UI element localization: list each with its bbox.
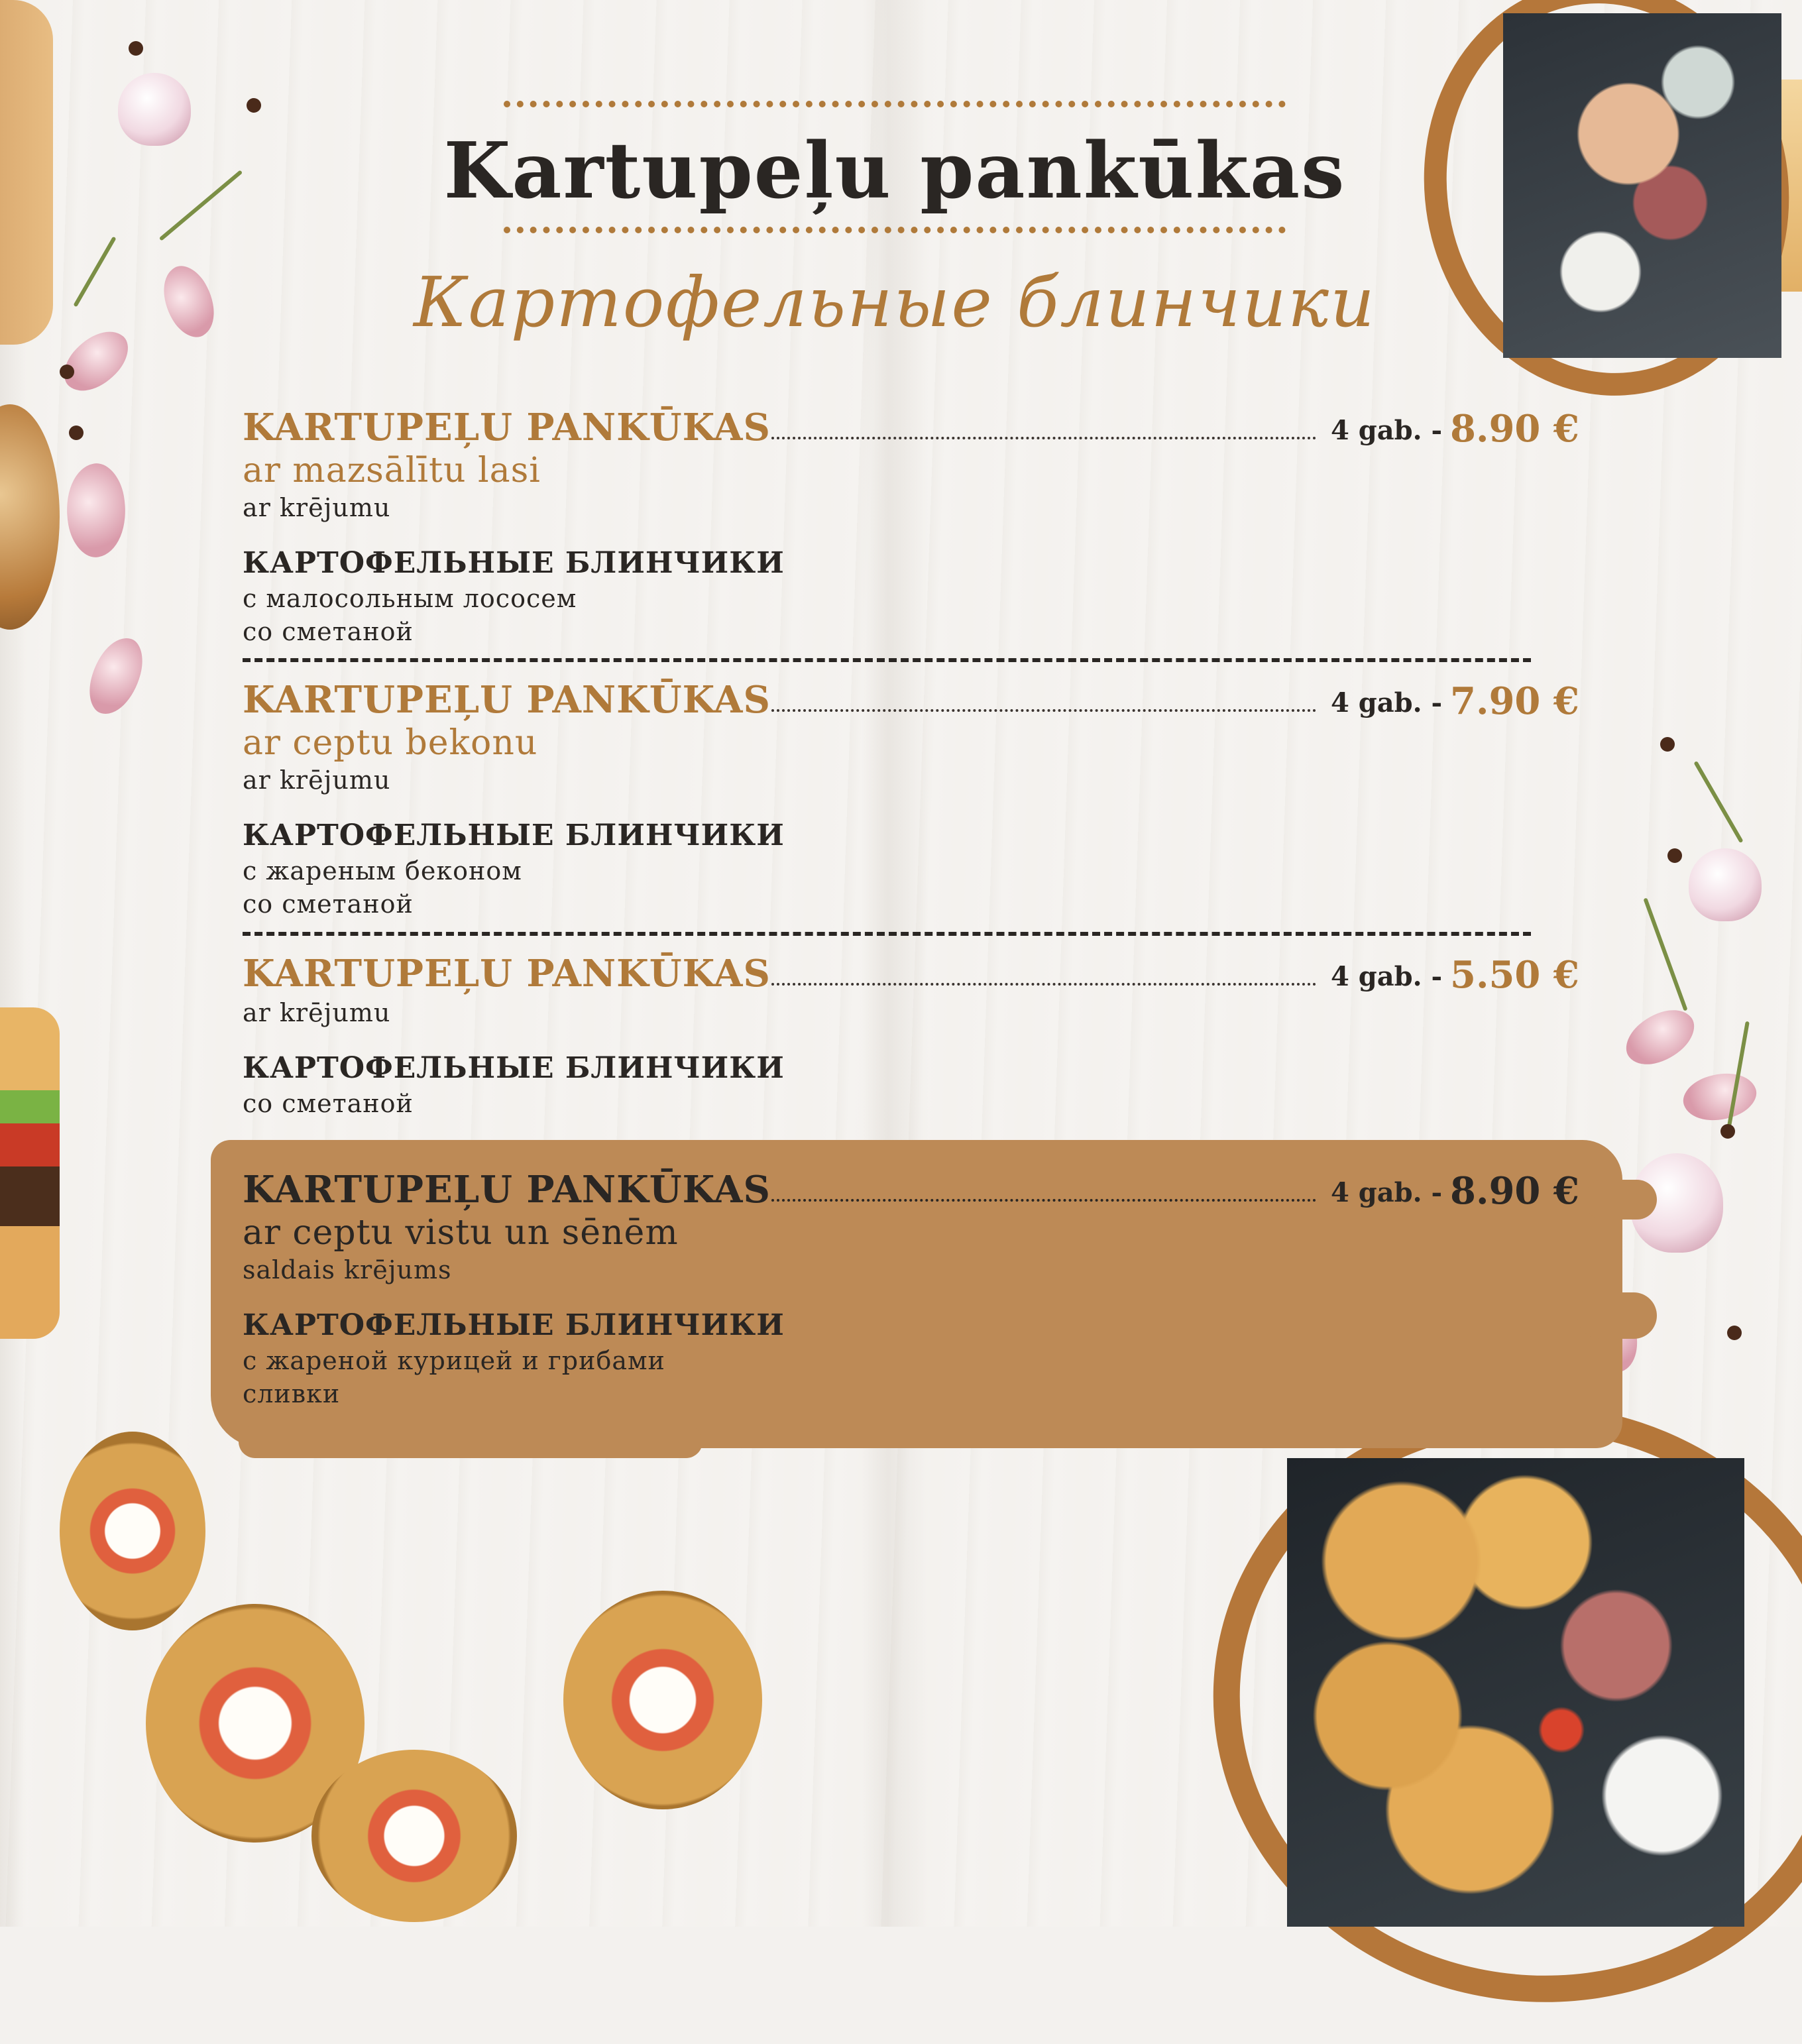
item-name-ru: КАРТОФЕЛЬНЫЕ БЛИНЧИКИ	[243, 546, 785, 580]
item-description-lv: ar ceptu vistu un sēnēm	[243, 1213, 679, 1253]
item-separator	[243, 932, 1531, 936]
garlic-clove-icon	[55, 318, 137, 404]
item-name: KARTUPEĻU PANKŪKAS	[243, 678, 771, 722]
item-name-ru: КАРТОФЕЛЬНЫЕ БЛИНЧИКИ	[243, 1051, 785, 1085]
item-sauce-ru: со сметаной	[243, 889, 414, 919]
peppercorn-icon	[69, 426, 84, 440]
item-sauce-ru: сливки	[243, 1379, 341, 1408]
item-description-ru: с малосольным лососем	[243, 584, 577, 613]
herb-sprig-icon	[1693, 761, 1743, 843]
salmon-plate-photo	[1503, 13, 1781, 358]
menu-item	[243, 406, 1579, 646]
garlic-icon	[118, 73, 191, 146]
item-name: KARTUPEĻU PANKŪKAS	[243, 1168, 771, 1212]
item-sauce-lv: ar krējumu	[243, 493, 391, 522]
item-sauce-ru: со сметаной	[243, 1089, 414, 1118]
dotted-leader	[771, 437, 1316, 439]
header-dotted-rule	[504, 227, 1286, 233]
peppercorn-icon	[1727, 1326, 1742, 1340]
peppercorn-icon	[1660, 737, 1675, 752]
peppercorn-icon	[1720, 1124, 1735, 1139]
potato-pancakes-photo	[1287, 1458, 1744, 1927]
salmon-pancake-photo	[60, 1432, 205, 1630]
item-description-ru: с жареным беконом	[243, 856, 522, 885]
herb-sprig-icon	[1643, 897, 1687, 1011]
highlight-band-edge	[1584, 1180, 1657, 1220]
salmon-pancake-photo	[563, 1591, 762, 1809]
item-sauce-lv: ar krējumu	[243, 766, 391, 795]
burger-decoration	[0, 1007, 60, 1339]
item-price: 7.90 €	[1450, 679, 1579, 723]
highlight-band-edge	[1577, 1292, 1657, 1339]
item-sauce-lv: saldais krējums	[243, 1255, 452, 1284]
peppercorn-icon	[129, 41, 143, 56]
cutting-board-decoration	[0, 0, 53, 345]
item-quantity: 4 gab. -	[1331, 687, 1443, 718]
peppercorn-icon	[60, 365, 74, 379]
item-sauce-lv: ar krējumu	[243, 998, 391, 1027]
dotted-leader	[771, 983, 1316, 986]
item-sauce-ru: со сметаной	[243, 617, 414, 646]
item-quantity: 4 gab. -	[1331, 1177, 1443, 1208]
garlic-clove-icon	[150, 258, 227, 345]
garlic-clove-icon	[1677, 1062, 1762, 1131]
header-dotted-rule	[504, 101, 1286, 107]
item-quantity: 4 gab. -	[1331, 415, 1443, 446]
herb-sprig-icon	[159, 170, 243, 241]
highlight-band-edge	[239, 1425, 703, 1458]
menu-item	[243, 952, 1579, 1118]
item-price: 8.90 €	[1450, 407, 1579, 451]
dotted-leader	[771, 1199, 1316, 1202]
garlic-clove-icon	[59, 459, 134, 561]
item-price: 8.90 €	[1450, 1169, 1579, 1213]
page-subtitle: Картофельные блинчики	[414, 262, 1376, 343]
menu-item-featured	[243, 1168, 1579, 1408]
item-name: KARTUPEĻU PANKŪKAS	[243, 406, 771, 449]
item-description-lv: ar ceptu bekonu	[243, 723, 538, 763]
item-name: KARTUPEĻU PANKŪKAS	[243, 952, 771, 995]
item-quantity: 4 gab. -	[1331, 961, 1443, 992]
item-separator	[243, 658, 1531, 662]
peppercorn-icon	[1667, 848, 1682, 863]
herb-sprig-icon	[73, 237, 116, 308]
garlic-clove-icon	[1617, 996, 1703, 1078]
peppercorn-icon	[247, 98, 261, 113]
item-name-ru: КАРТОФЕЛЬНЫЕ БЛИНЧИКИ	[243, 819, 785, 852]
item-description-ru: с жареной курицей и грибами	[243, 1346, 665, 1375]
item-description-lv: ar mazsālītu lasi	[243, 451, 541, 490]
garlic-icon	[1689, 848, 1762, 921]
menu-item	[243, 678, 1579, 919]
garlic-clove-icon	[84, 632, 149, 720]
bread-decoration	[0, 404, 60, 630]
salmon-pancake-photo	[311, 1750, 517, 1922]
page-title: Kartupeļu pankūkas	[443, 126, 1346, 216]
item-price: 5.50 €	[1450, 953, 1579, 997]
dotted-leader	[771, 709, 1316, 712]
item-name-ru: КАРТОФЕЛЬНЫЕ БЛИНЧИКИ	[243, 1308, 785, 1342]
